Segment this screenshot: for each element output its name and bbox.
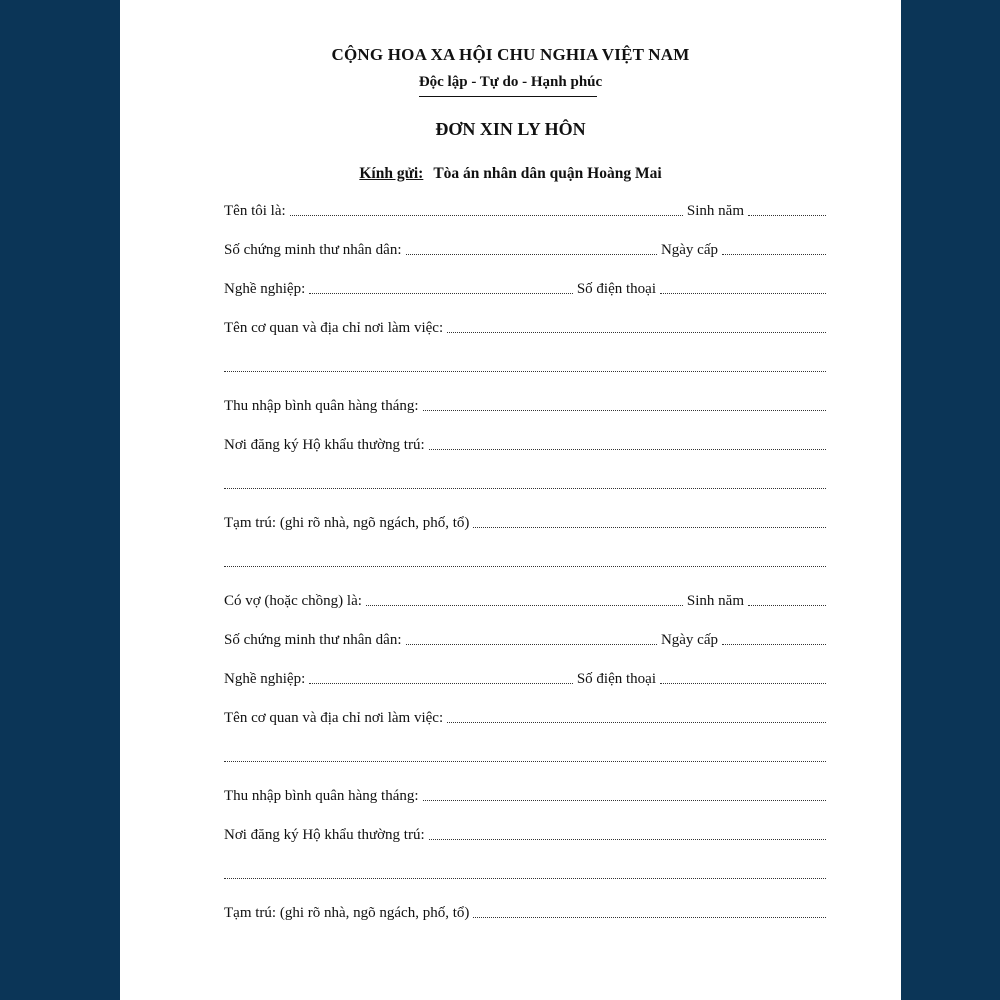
spouse-workplace-row: [224, 707, 826, 727]
applicant-workplace-row: [224, 317, 826, 337]
spouse-residence-continuation: [224, 863, 826, 883]
applicant-name-row: [224, 200, 826, 220]
document-title: ĐƠN XIN LY HÔN: [435, 119, 586, 139]
spouse-residence-field[interactable]: [429, 839, 826, 840]
document-page: [120, 0, 901, 1000]
applicant-workplace-label: Tên cơ quan và địa chỉ nơi làm việc:: [224, 320, 444, 336]
spouse-workplace-continuation: [224, 746, 826, 766]
recipient-line: [120, 165, 901, 183]
spouse-temp-residence-label: Tạm trú: (ghi rõ nhà, ngõ ngách, phố, tổ): [224, 905, 470, 921]
spouse-workplace-field-2[interactable]: [224, 761, 826, 762]
spouse-issue-date-label: Ngày cấp: [660, 632, 718, 648]
spouse-occupation-row: [224, 668, 826, 688]
spouse-occupation-label: Nghề nghiệp:: [224, 671, 306, 687]
spouse-temp-residence-row: [224, 902, 826, 922]
applicant-residence-field-2[interactable]: [224, 488, 826, 489]
applicant-phone-field[interactable]: [660, 293, 826, 294]
applicant-temp-residence-label: Tạm trú: (ghi rõ nhà, ngõ ngách, phố, tổ): [224, 515, 470, 531]
applicant-occupation-row: [224, 278, 826, 298]
recipient-label: Kính gửi:: [359, 165, 424, 182]
spouse-workplace-label: Tên cơ quan và địa chỉ nơi làm việc:: [224, 710, 444, 726]
spouse-occupation-field[interactable]: [309, 683, 573, 684]
applicant-temp-residence-continuation: [224, 551, 826, 571]
applicant-occupation-field[interactable]: [309, 293, 573, 294]
applicant-phone-label: Số điện thoại: [576, 281, 656, 297]
spouse-birth-year-label: Sinh năm: [686, 593, 744, 609]
national-title: CỘNG HOA XA HỘI CHU NGHIA VIỆT NAM: [331, 45, 690, 64]
spouse-id-field[interactable]: [406, 644, 657, 645]
spouse-residence-row: [224, 824, 826, 844]
spouse-issue-date-field[interactable]: [722, 644, 826, 645]
spouse-income-field[interactable]: [423, 800, 826, 801]
national-motto: Độc lập - Tự do - Hạnh phúc: [418, 74, 603, 90]
applicant-temp-residence-field[interactable]: [473, 527, 826, 528]
applicant-issue-date-label: Ngày cấp: [660, 242, 718, 258]
applicant-workplace-continuation: [224, 356, 826, 376]
spouse-birth-year-field[interactable]: [748, 605, 826, 606]
spouse-name-label: Có vợ (hoặc chồng) là:: [224, 593, 362, 609]
applicant-residence-continuation: [224, 473, 826, 493]
applicant-income-row: [224, 395, 826, 415]
applicant-residence-field[interactable]: [429, 449, 826, 450]
applicant-temp-residence-field-2[interactable]: [224, 566, 826, 567]
applicant-issue-date-field[interactable]: [722, 254, 826, 255]
spouse-income-label: Thu nhập bình quân hàng tháng:: [224, 788, 419, 804]
applicant-id-row: [224, 239, 826, 259]
spouse-phone-label: Số điện thoại: [576, 671, 656, 687]
applicant-residence-label: Nơi đăng ký Hộ khẩu thường trú:: [224, 437, 425, 453]
applicant-income-label: Thu nhập bình quân hàng tháng:: [224, 398, 419, 414]
spouse-workplace-field[interactable]: [447, 722, 826, 723]
applicant-workplace-field[interactable]: [447, 332, 826, 333]
applicant-income-field[interactable]: [423, 410, 826, 411]
applicant-id-field[interactable]: [406, 254, 657, 255]
spouse-name-row: [224, 590, 826, 610]
applicant-name-field[interactable]: [290, 215, 683, 216]
spouse-id-row: [224, 629, 826, 649]
spouse-residence-label: Nơi đăng ký Hộ khẩu thường trú:: [224, 827, 425, 843]
spouse-name-field[interactable]: [366, 605, 683, 606]
applicant-birth-year-label: Sinh năm: [686, 203, 744, 219]
motto-underline: [419, 96, 597, 97]
spouse-temp-residence-field[interactable]: [473, 917, 826, 918]
applicant-id-label: Số chứng minh thư nhân dân:: [224, 242, 402, 258]
spouse-income-row: [224, 785, 826, 805]
spouse-residence-field-2[interactable]: [224, 878, 826, 879]
applicant-birth-year-field[interactable]: [748, 215, 826, 216]
applicant-temp-residence-row: [224, 512, 826, 532]
applicant-residence-row: [224, 434, 826, 454]
spouse-id-label: Số chứng minh thư nhân dân:: [224, 632, 402, 648]
applicant-name-label: Tên tôi là:: [224, 203, 286, 219]
applicant-occupation-label: Nghề nghiệp:: [224, 281, 306, 297]
recipient-value: Tòa án nhân dân quận Hoàng Mai: [433, 165, 662, 182]
applicant-workplace-field-2[interactable]: [224, 371, 826, 372]
spouse-phone-field[interactable]: [660, 683, 826, 684]
